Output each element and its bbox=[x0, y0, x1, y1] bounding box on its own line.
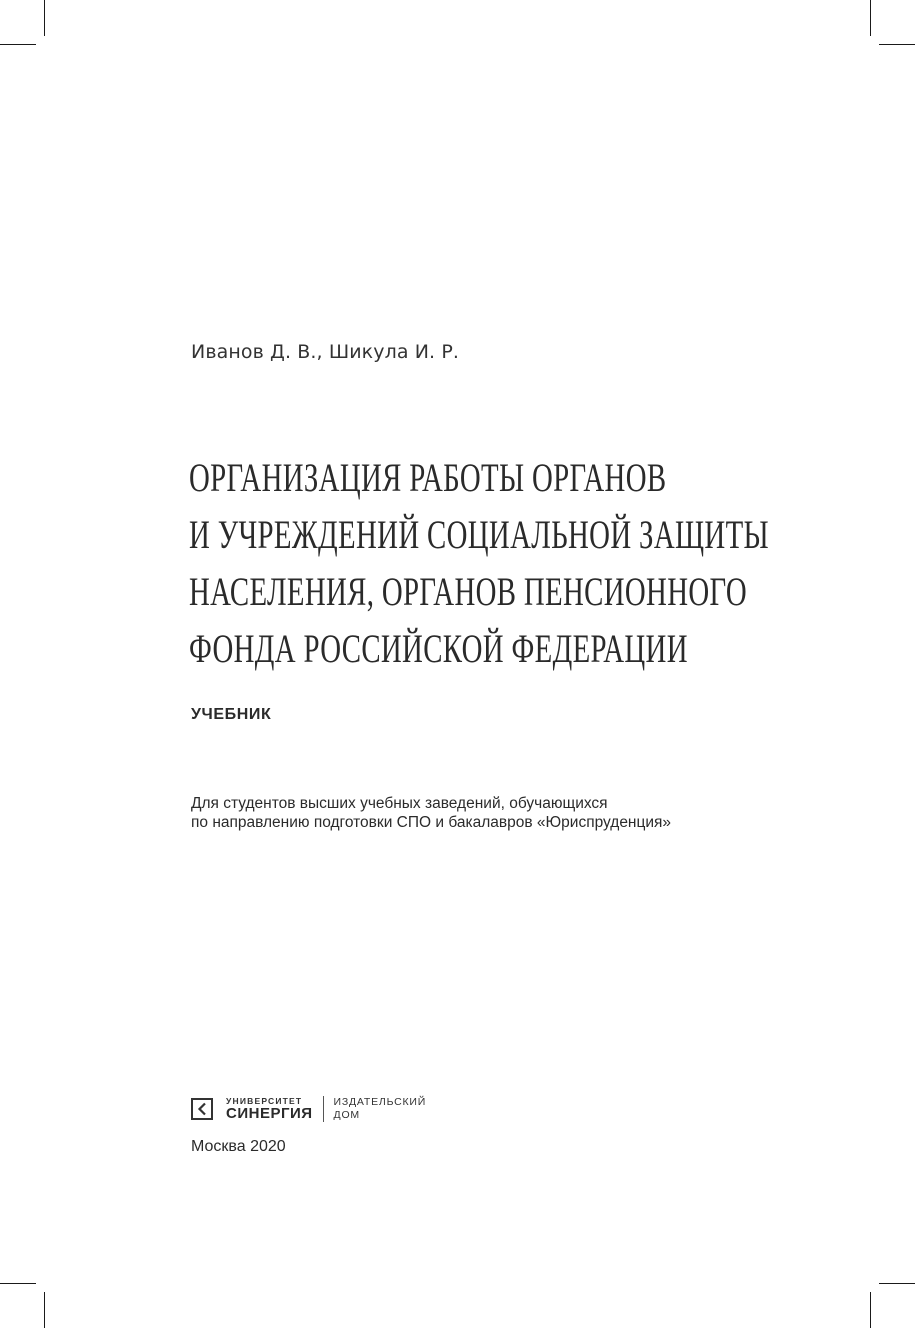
publication-type: УЧЕБНИК bbox=[191, 706, 272, 723]
crop-mark-bottom-right-vertical bbox=[870, 1292, 871, 1328]
crop-mark-bottom-right-horizontal bbox=[879, 1283, 915, 1284]
book-title bbox=[189, 449, 889, 677]
audience-note-line: по направлению подготовки СПО и бакалавров «Юриспруденция» bbox=[191, 814, 672, 831]
book-title-line: ОРГАНИЗАЦИЯ РАБОТЫ ОРГАНОВ bbox=[189, 455, 667, 500]
city-year: Москва 2020 bbox=[191, 1138, 286, 1155]
book-title-line: ФОНДА РОССИЙСКОЙ ФЕДЕРАЦИИ bbox=[189, 626, 688, 671]
crop-mark-top-right-vertical bbox=[870, 0, 871, 36]
crop-mark-bottom-left-horizontal bbox=[0, 1283, 36, 1284]
crop-mark-bottom-left-vertical bbox=[44, 1292, 45, 1328]
publishing-house-line: ДОМ bbox=[333, 1109, 360, 1121]
chevron-left-square-icon bbox=[191, 1098, 213, 1120]
audience-note bbox=[191, 794, 671, 832]
crop-mark-top-left-horizontal bbox=[0, 44, 36, 45]
publisher-block bbox=[191, 1094, 426, 1124]
crop-mark-top-left-vertical bbox=[44, 0, 45, 36]
publisher-divider bbox=[323, 1096, 324, 1122]
publisher-brand-name: СИНЕРГИЯ bbox=[226, 1105, 313, 1122]
publisher-university-label: УНИВЕРСИТЕТ bbox=[226, 1096, 303, 1106]
audience-note-line: Для студентов высших учебных заведений, обучающихся bbox=[191, 795, 608, 812]
publishing-house-label bbox=[334, 1096, 427, 1122]
authors: Иванов Д. В., Шикула И. Р. bbox=[191, 341, 460, 363]
publishing-house-line: ИЗДАТЕЛЬСКИЙ bbox=[333, 1096, 427, 1108]
book-title-line: НАСЕЛЕНИЯ, ОРГАНОВ ПЕНСИОННОГО bbox=[189, 569, 747, 614]
crop-mark-top-right-horizontal bbox=[879, 44, 915, 45]
book-title-line: И УЧРЕЖДЕНИЙ СОЦИАЛЬНОЙ ЗАЩИТЫ bbox=[189, 512, 770, 557]
publisher-name bbox=[226, 1096, 313, 1122]
